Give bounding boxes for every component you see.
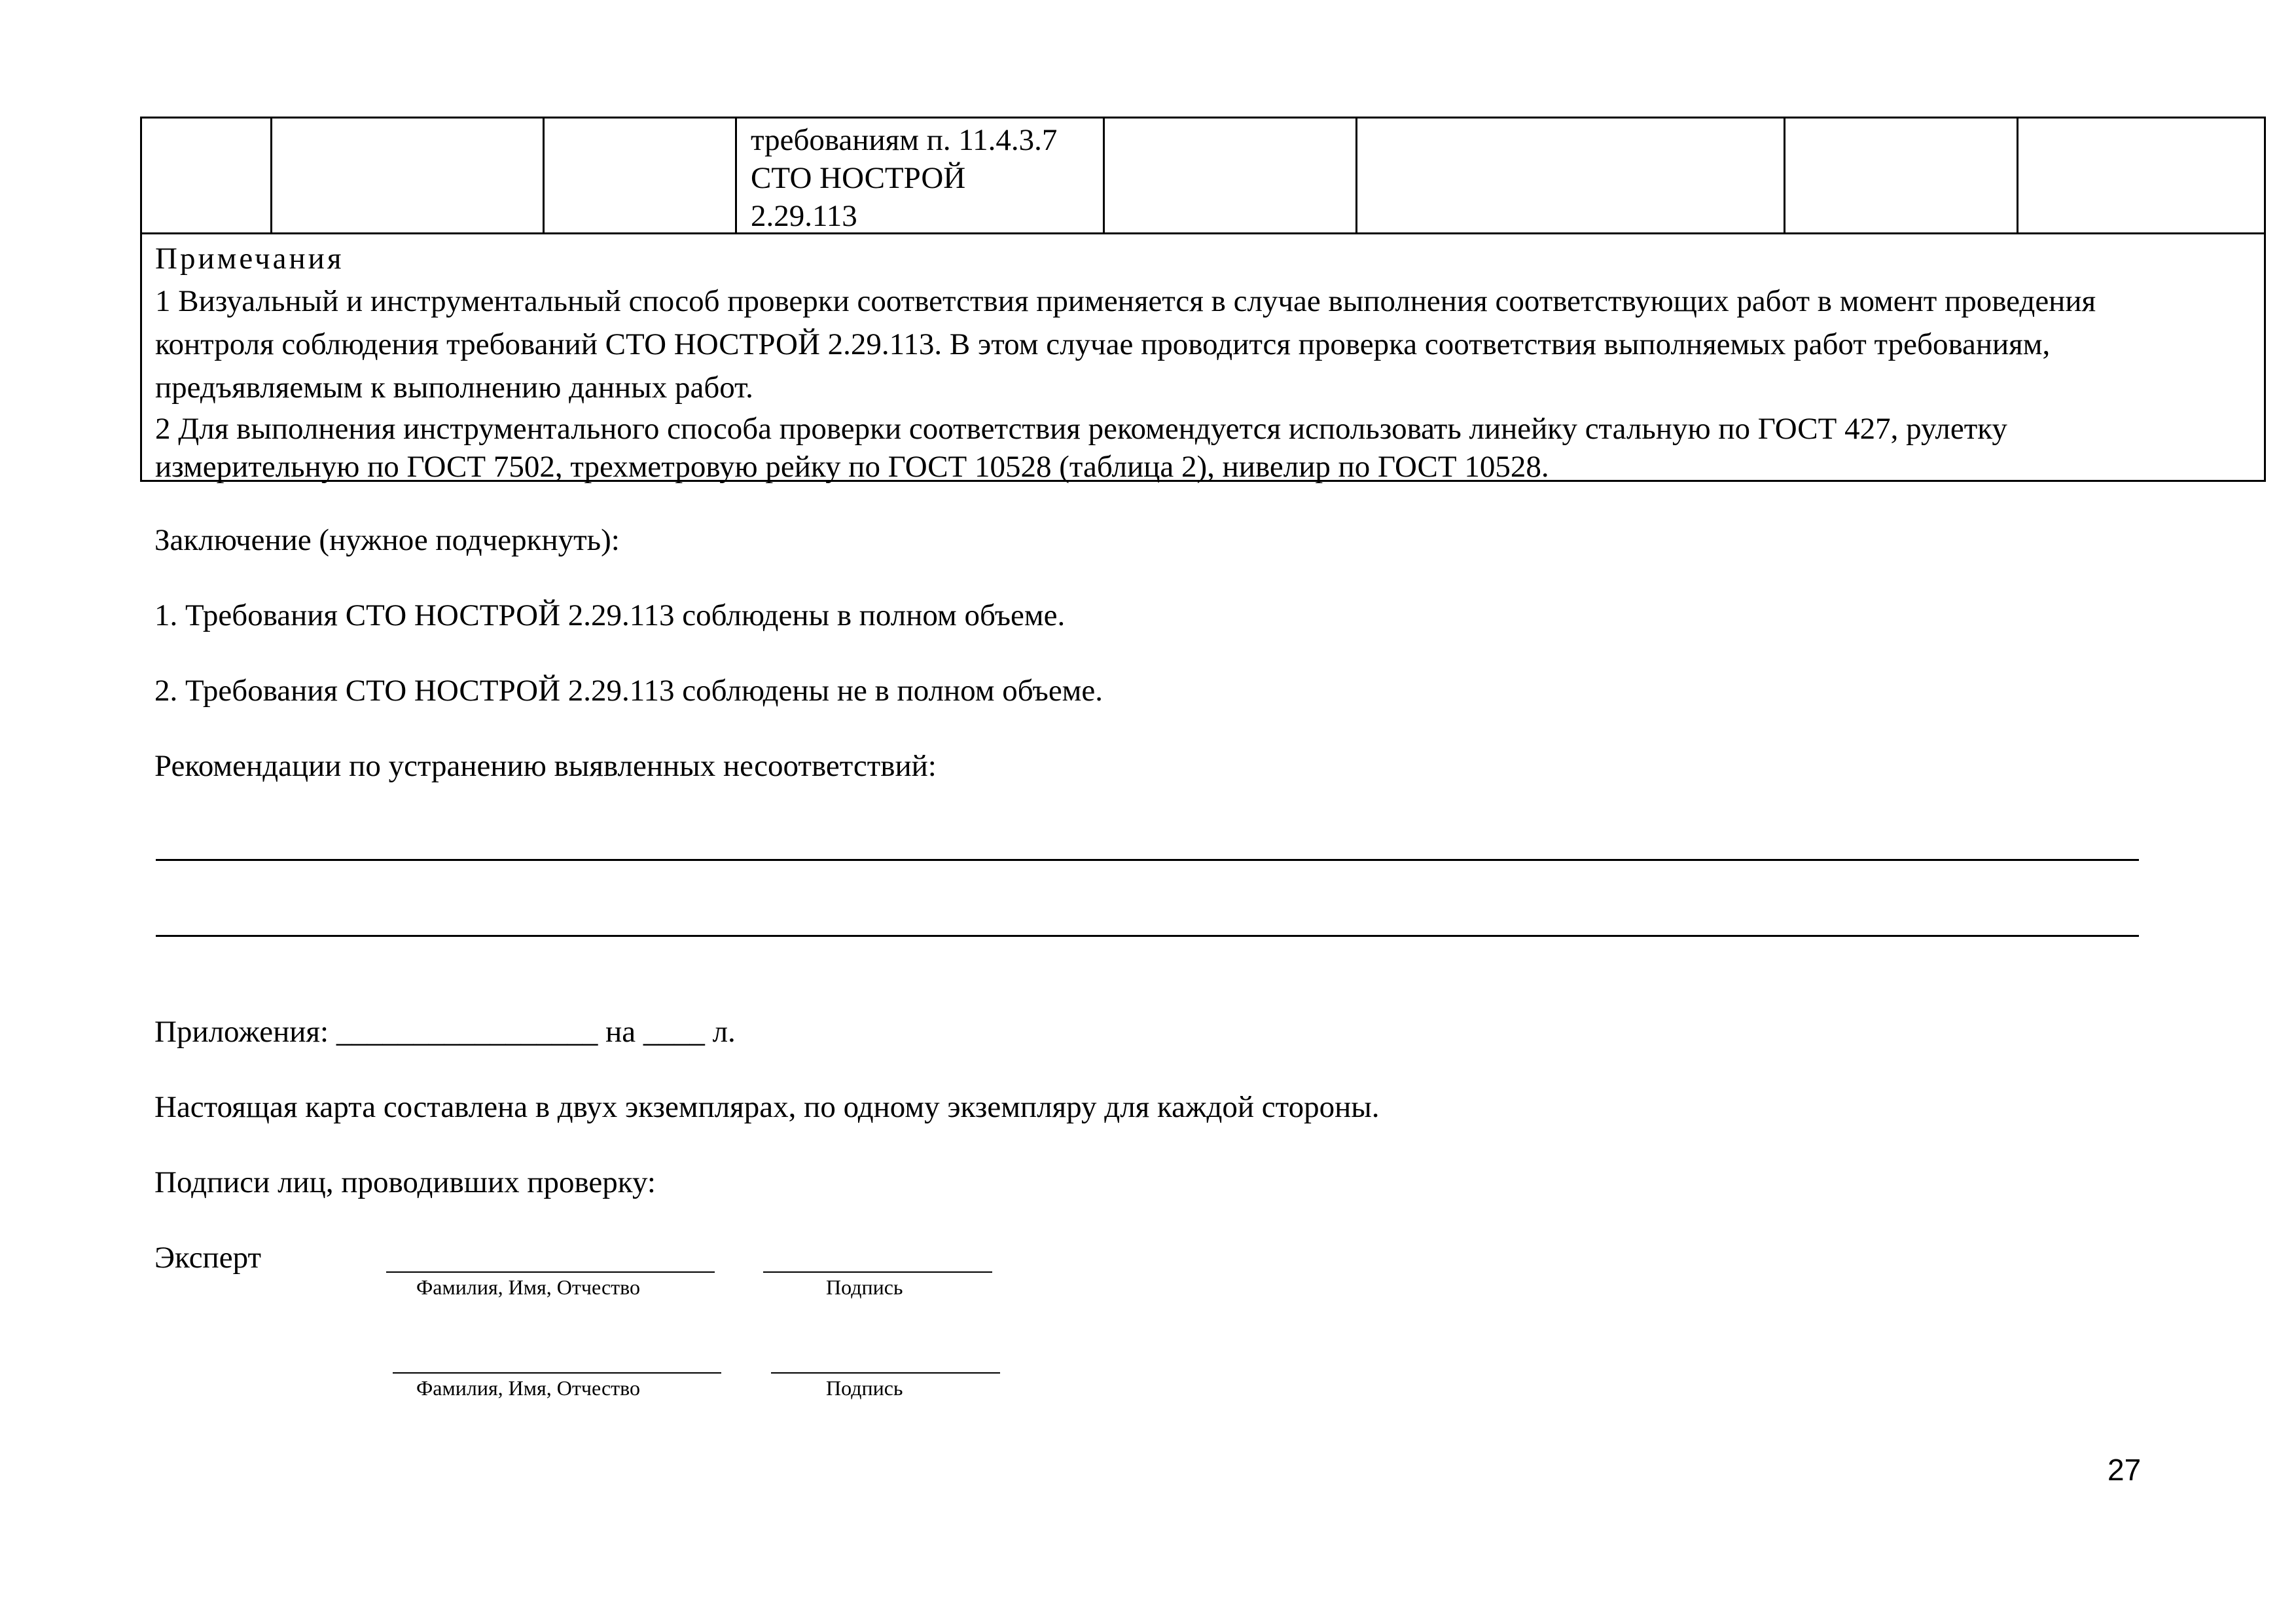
sign-caption: Подпись [826, 1275, 903, 1299]
name-caption: Фамилия, Имя, Отчество [416, 1376, 641, 1400]
attachments-suffix: л. [712, 1015, 736, 1049]
name-caption: Фамилия, Имя, Отчество [416, 1275, 641, 1299]
copies-note: Настоящая карта составлена в двух экземплярах, по одному экземпляру для каждой стороны. [154, 1090, 1380, 1124]
column-divider [2017, 119, 2018, 232]
expert-label: Эксперт [154, 1241, 261, 1275]
sign-signature-line [763, 1271, 992, 1273]
name-signature-line [393, 1372, 721, 1374]
conclusion-option-1: 1. Требования СТО НОСТРОЙ 2.29.113 соблюдены в полном объеме. [154, 598, 1066, 632]
column-divider [1103, 119, 1105, 232]
note-line: контроля соблюдения требований СТО НОСТРОЙ 2.29.113. В этом случае проводится проверка соответствия выполняемых работ требованиям, [155, 327, 2051, 361]
column-divider [1355, 119, 1357, 232]
attachments-on: на [605, 1015, 636, 1049]
name-signature-line [386, 1271, 715, 1273]
requirement-line: 2.29.113 [751, 199, 857, 233]
notes-heading: Примечания [155, 242, 344, 276]
recommendation-line [156, 859, 2139, 861]
column-divider [543, 119, 545, 232]
requirement-line: требованиям п. 11.4.3.7 [751, 123, 1058, 157]
note-line: 1 Визуальный и инструментальный способ проверки соответствия применяется в случае выполнения соответствующих работ в момент проведения [155, 284, 2096, 318]
requirement-cell [751, 121, 1057, 235]
conclusion-option-2: 2. Требования СТО НОСТРОЙ 2.29.113 соблюдены не в полном объеме. [154, 674, 1103, 708]
column-divider [270, 119, 272, 232]
sign-signature-line [771, 1372, 1000, 1374]
requirement-line: СТО НОСТРОЙ [751, 161, 966, 195]
column-divider [735, 119, 737, 232]
signatures-label: Подписи лиц, проводивших проверку: [154, 1165, 656, 1199]
page-number: 27 [2108, 1453, 2142, 1487]
attachments-label: Приложения: [154, 1015, 329, 1049]
table-notes [155, 238, 2251, 485]
recommendations-label: Рекомендации по устранению выявленных несоответствий: [154, 749, 937, 783]
conclusion-label: Заключение (нужное подчеркнуть): [154, 523, 620, 557]
note-line: измерительную по ГОСТ 7502, трехметровую рейку по ГОСТ 10528 (таблица 2), нивелир по ГОСТ 10528. [155, 450, 1549, 484]
recommendation-line [156, 935, 2139, 937]
sign-caption: Подпись [826, 1376, 903, 1400]
attachments-blank: _________________ [336, 1015, 598, 1049]
note-line: 2 Для выполнения инструментального способа проверки соответствия рекомендуется использовать линейку стальную по ГОСТ 427, рулетку [155, 412, 2007, 446]
table-row [142, 119, 2264, 234]
column-divider [1784, 119, 1785, 232]
inspection-table [140, 117, 2266, 482]
attachments-line [154, 1014, 736, 1049]
attachments-pages-blank: ____ [643, 1015, 705, 1049]
note-line: предъявляемым к выполнению данных работ. [155, 371, 753, 405]
